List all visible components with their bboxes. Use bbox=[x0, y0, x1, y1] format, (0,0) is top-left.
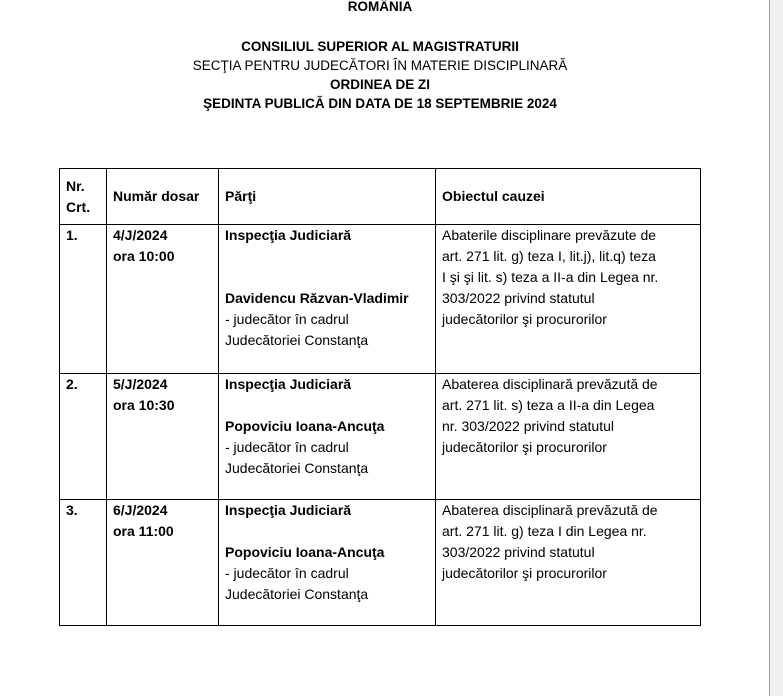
party-judge-name: Davidencu Răzvan-Vladimir bbox=[225, 290, 409, 306]
row-parti bbox=[219, 500, 436, 626]
document-header bbox=[0, 37, 760, 113]
page-edge bbox=[769, 0, 770, 696]
country-text: ROMÂNIA bbox=[347, 0, 413, 14]
party-judge-court: Judecătoriei Constanţa bbox=[225, 332, 369, 348]
party-inspectie: Inspecţia Judiciară bbox=[225, 502, 352, 518]
dosar-number: 6/J/2024 bbox=[113, 502, 168, 518]
dosar-number: 4/J/2024 bbox=[113, 227, 168, 243]
table-row bbox=[60, 374, 701, 500]
obiect-line: judecătorilor şi procurorilor bbox=[442, 565, 607, 581]
obiect-line: art. 271 lit. g) teza I, lit.j), lit.q) teza bbox=[442, 248, 656, 264]
dosar-time: ora 11:00 bbox=[113, 523, 174, 539]
row-parti bbox=[219, 225, 436, 374]
section-name: SECŢIA PENTRU JUDECĂTORI ÎN MATERIE DISCIPLINARĂ bbox=[192, 58, 568, 73]
header-obiect: Obiectul cauzei bbox=[436, 169, 701, 225]
row-nr: 3. bbox=[60, 500, 107, 626]
dosar-time: ora 10:30 bbox=[113, 397, 175, 413]
header-nr-line2: Crt. bbox=[66, 198, 91, 215]
obiect-line: judecătorilor şi procurorilor bbox=[442, 311, 607, 327]
row-dosar bbox=[107, 500, 219, 626]
row-obiect bbox=[436, 500, 701, 626]
party-judge-name: Popoviciu Ioana-Ancuţa bbox=[225, 418, 385, 434]
row-nr: 1. bbox=[60, 225, 107, 374]
table-row bbox=[60, 225, 701, 374]
obiect-line: 303/2022 privind statutul bbox=[442, 290, 595, 306]
table-row bbox=[60, 500, 701, 626]
session-line: ŞEDINTA PUBLICĂ DIN DATA DE 18 SEPTEMBRIE 2024 bbox=[203, 96, 557, 111]
party-judge-role: - judecător în cadrul bbox=[225, 311, 349, 327]
country-heading bbox=[0, 0, 760, 16]
obiect-line: Abaterile disciplinare prevăzute de bbox=[442, 227, 657, 243]
obiect-line: nr. 303/2022 privind statutul bbox=[442, 418, 615, 434]
row-obiect bbox=[436, 225, 701, 374]
party-judge-role: - judecător în cadrul bbox=[225, 565, 349, 581]
dosar-number: 5/J/2024 bbox=[113, 376, 168, 392]
obiect-line: art. 271 lit. g) teza I din Legea nr. bbox=[442, 523, 647, 539]
institution-name: CONSILIUL SUPERIOR AL MAGISTRATURII bbox=[241, 39, 519, 54]
party-inspectie: Inspecţia Judiciară bbox=[225, 376, 352, 392]
row-obiect bbox=[436, 374, 701, 500]
row-dosar bbox=[107, 374, 219, 500]
party-judge-court: Judecătoriei Constanţa bbox=[225, 586, 369, 602]
row-parti bbox=[219, 374, 436, 500]
dosar-time: ora 10:00 bbox=[113, 248, 175, 264]
party-judge-court: Judecătoriei Constanţa bbox=[225, 460, 369, 476]
party-judge-role: - judecător în cadrul bbox=[225, 439, 349, 455]
agenda-table bbox=[59, 168, 701, 626]
header-nr-line1: Nr. bbox=[66, 177, 85, 194]
header-parti: Părţi bbox=[219, 169, 436, 225]
document-title: ORDINEA DE ZI bbox=[329, 77, 430, 92]
obiect-line: Abaterea disciplinară prevăzută de bbox=[442, 376, 658, 392]
obiect-line: art. 271 lit. s) teza a II-a din Legea bbox=[442, 397, 655, 413]
obiect-line: Abaterea disciplinară prevăzută de bbox=[442, 502, 658, 518]
party-inspectie: Inspecţia Judiciară bbox=[225, 227, 352, 243]
row-dosar bbox=[107, 225, 219, 374]
table-header-row bbox=[60, 169, 701, 225]
row-nr: 2. bbox=[60, 374, 107, 500]
party-judge-name: Popoviciu Ioana-Ancuţa bbox=[225, 544, 385, 560]
header-nr bbox=[60, 169, 107, 225]
obiect-line: I şi şi lit. s) teza a II-a din Legea nr. bbox=[442, 269, 659, 285]
obiect-line: judecătorilor şi procurorilor bbox=[442, 439, 607, 455]
viewer-background bbox=[770, 0, 783, 696]
header-dosar: Număr dosar bbox=[107, 169, 219, 225]
obiect-line: 303/2022 privind statutul bbox=[442, 544, 595, 560]
